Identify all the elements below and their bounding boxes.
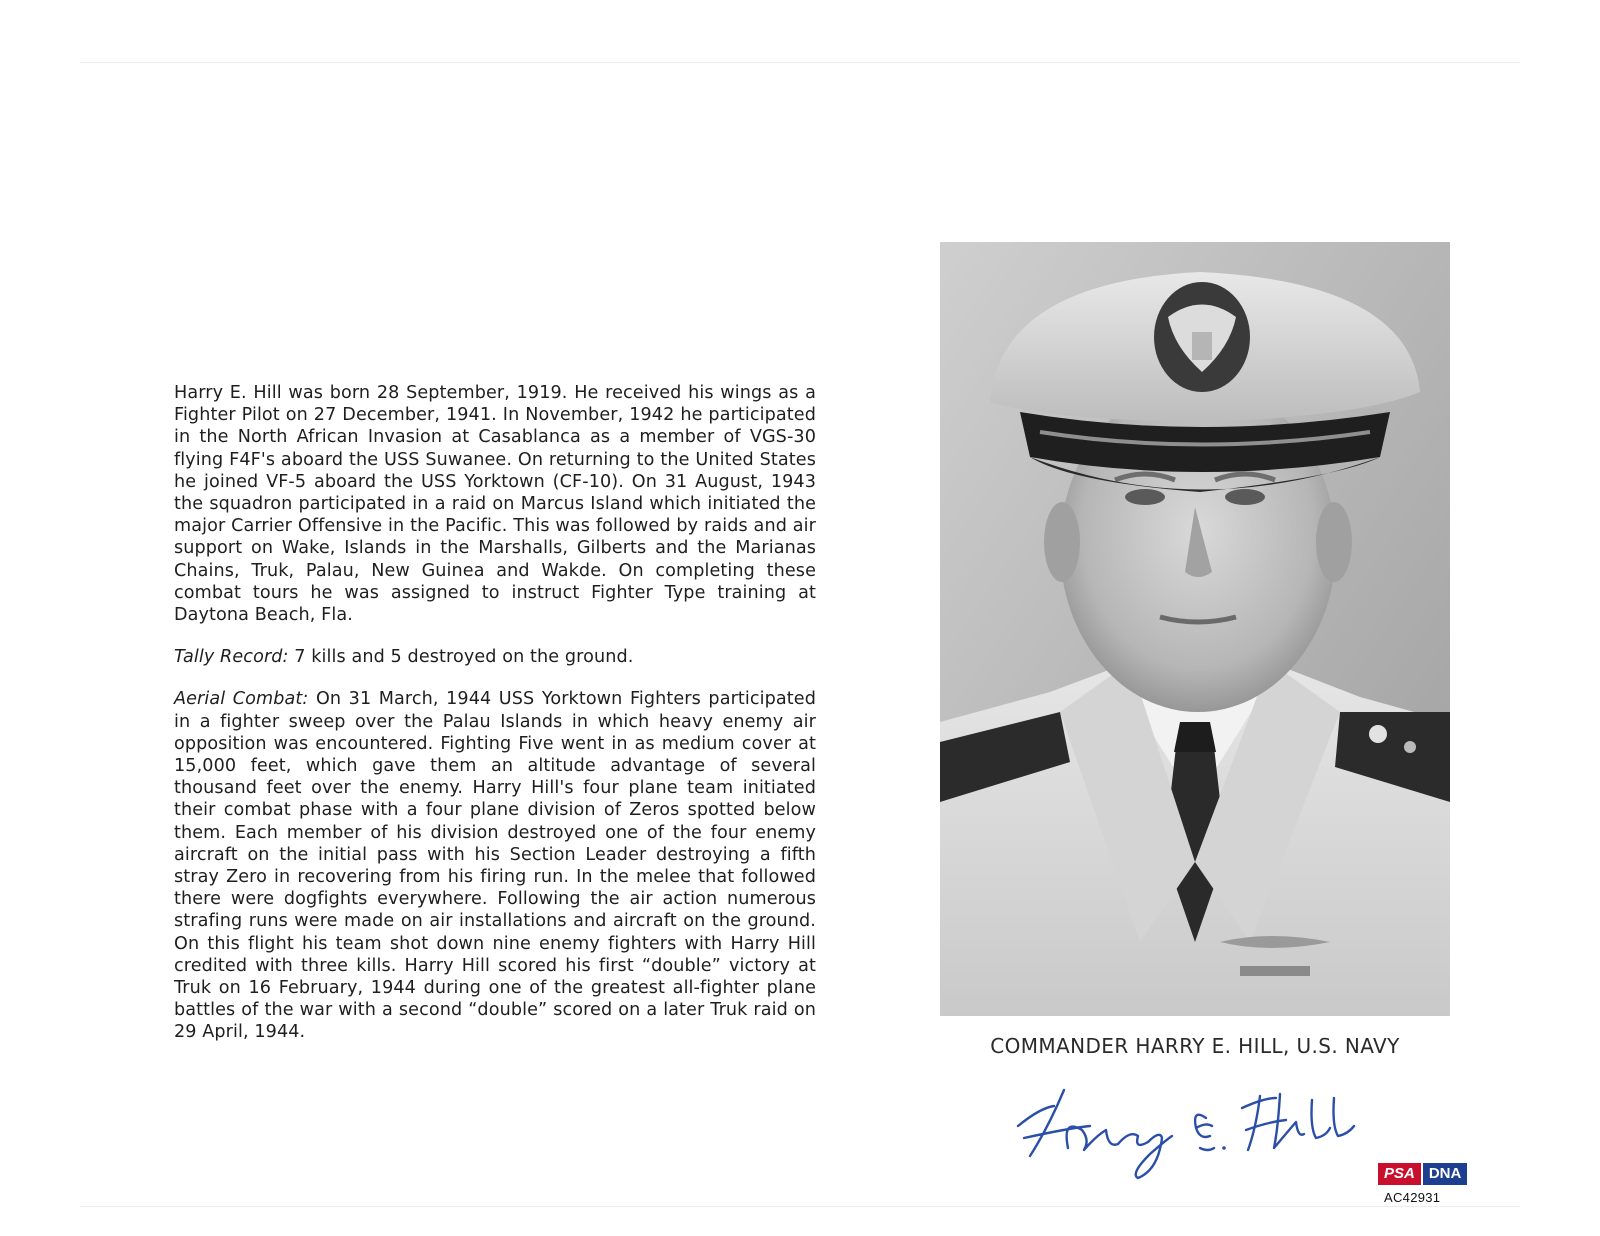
bottom-edge-line [80, 1206, 1520, 1207]
portrait-illustration [940, 242, 1450, 1016]
aerial-combat-text: On 31 March, 1944 USS Yorktown Fighters participated in a fighter sweep over the Palau Islands in which heavy enemy air opposition was encountered. Fighting Five went in as medium cover at 15,000 feet, which gave them an altitude advantage of several thousand feet over the enemy. Harry Hill's four plane team initiated their combat phase with a four plane division of Zeros spotted below them. Each member of his division destroyed one of the four enemy aircraft on the initial pass with his Section Leader destroying a fifth stray Zero in recovering from his firing run. In the melee that followed there were dogfights everywhere. Following the air action numerous strafing runs were made on air installations and aircraft on the ground. On this flight his team shot down nine enemy fighters with Harry Hill credited with three kills. Harry Hill scored his first “double” victory at Truk on 16 February, 1944 during one of the greatest all-fighter plane battles of the war with a second “double” scored on a later Truk raid on 29 April, 1944. [174, 689, 816, 1043]
psa-mark: PSA [1378, 1163, 1421, 1185]
portrait-caption: COMMANDER HARRY E. HILL, U.S. NAVY [990, 1034, 1400, 1058]
autograph-signature [1010, 1078, 1370, 1188]
biography-text [174, 382, 816, 1044]
bio-paragraph-1: Harry E. Hill was born 28 September, 1919. He received his wings as a Fighter Pilot on 27 December, 1941. In November, 1942 he participated in the North African Invasion at Casablanca as a member of VGS-30 flying F4F's aboard the USS Suwanee. On returning to the United States he joined VF-5 aboard the USS Yorktown (CF-10). On 31 August, 1943 the squadron participated in a raid on Marcus Island which initiated the major Carrier Offensive in the Pacific. This was followed by raids and air support on Wake, Islands in the Marshalls, Gilberts and the Marianas Chains, Truk, Palau, New Guinea and Wakde. On completing these combat tours he was assigned to instruct Fighter Type training at Daytona Beach, Fla. [174, 383, 816, 626]
dna-mark: DNA [1423, 1163, 1468, 1185]
certification-number: AC42931 [1384, 1190, 1441, 1205]
aerial-combat-paragraph [174, 688, 816, 1043]
tally-record-paragraph [174, 646, 816, 668]
tally-record-label: Tally Record: [174, 647, 289, 668]
tally-record-text: 7 kills and 5 destroyed on the ground. [288, 647, 634, 668]
top-edge-line [80, 62, 1520, 63]
portrait-photo [940, 242, 1450, 1016]
aerial-combat-label: Aerial Combat: [174, 689, 309, 710]
psa-dna-logo [1378, 1163, 1480, 1185]
